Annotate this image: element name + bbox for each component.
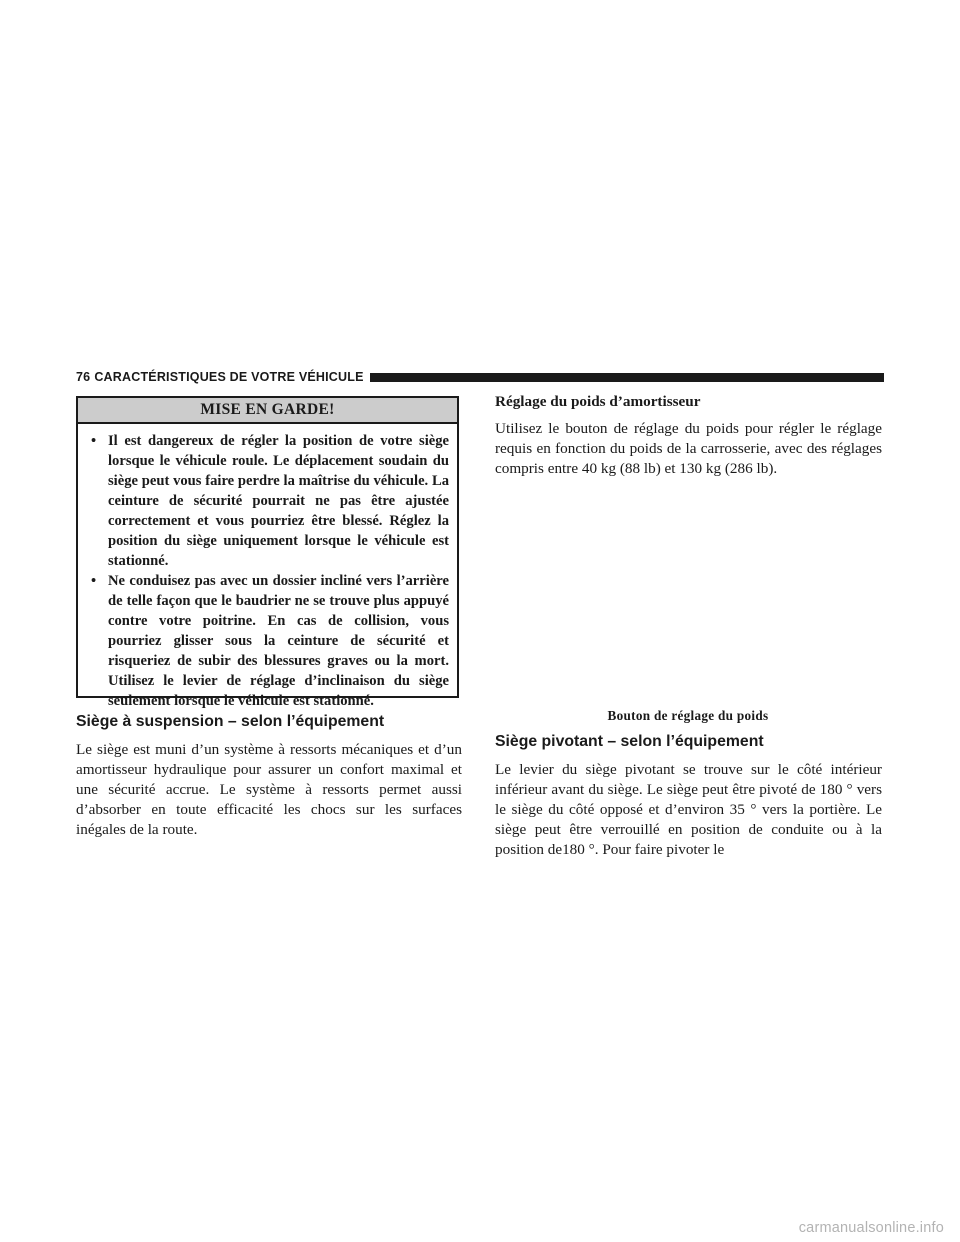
header-rule [370,373,884,382]
weight-knob-figure [495,485,882,700]
swivel-body: Le levier du siège pivotant se trouve sur le côté intérieur inférieur avant du siège. Le siège peut être pivoté de 180 ° vers le siège du côté opposé et d’environ 35 ° vers la portière. Le siège peut être verrouillé en position de conduite ou à la position de180 °. Pour faire pivoter le [495,761,882,858]
watermark: carmanualsonline.info [798,1220,944,1236]
weight-adjust-heading: Réglage du poids d’amortisseur [495,393,701,410]
page-header [76,367,884,387]
weight-adjust-body: Utilisez le bouton de réglage du poids pour régler le réglage requis en fonction du poids de la carrosserie, avec des réglages compris entre 40 kg (88 lb) et 130 kg (286 lb). [495,420,882,477]
figure-caption: Bouton de réglage du poids [607,708,769,723]
warning-item [88,431,449,571]
page-number: 76 [76,370,91,384]
warning-box [76,396,459,709]
warning-list [78,424,457,711]
bullet-icon: • [91,433,97,449]
warning-item [88,571,449,711]
swivel-heading: Siège pivotant – selon l’équipement [495,733,764,750]
warning-title: MISE EN GARDE! [78,398,457,424]
suspension-body: Le siège est muni d’un système à ressorts mécaniques et d’un amortisseur hydraulique pour assurer un confort maximal et une sécurité accrue. Le système à ressorts permet aussi d’absorber en toute efficacité les chocs sur les surfaces inégales de la route. [76,741,462,838]
warning-item-text: Ne conduisez pas avec un dossier incliné vers l’arrière de telle façon que le baudrier ne se trouve plus appuyé contre votre poitrine. En cas de collision, vous pourriez glisser sous la ceinture de sécurité et risqueriez de subir des blessures graves ou la mort. Utilisez le levier de réglage d’inclinaison du siège seulement lorsque le véhicule est stationné. [108,573,449,709]
warning-item-text: Il est dangereux de régler la position de votre siège lorsque le véhicule roule. Le déplacement soudain du siège peut vous faire perdre la maîtrise du véhicule. La ceinture de sécurité pourrait ne pas être ajustée correctement et vous pourriez être blessé. Réglez la position du siège uniquement lorsque le véhicule est stationné. [108,433,449,569]
bullet-icon: • [91,573,97,589]
section-title: CARACTÉRISTIQUES DE VOTRE VÉHICULE [94,370,364,384]
suspension-heading: Siège à suspension – selon l’équipement [76,713,385,730]
